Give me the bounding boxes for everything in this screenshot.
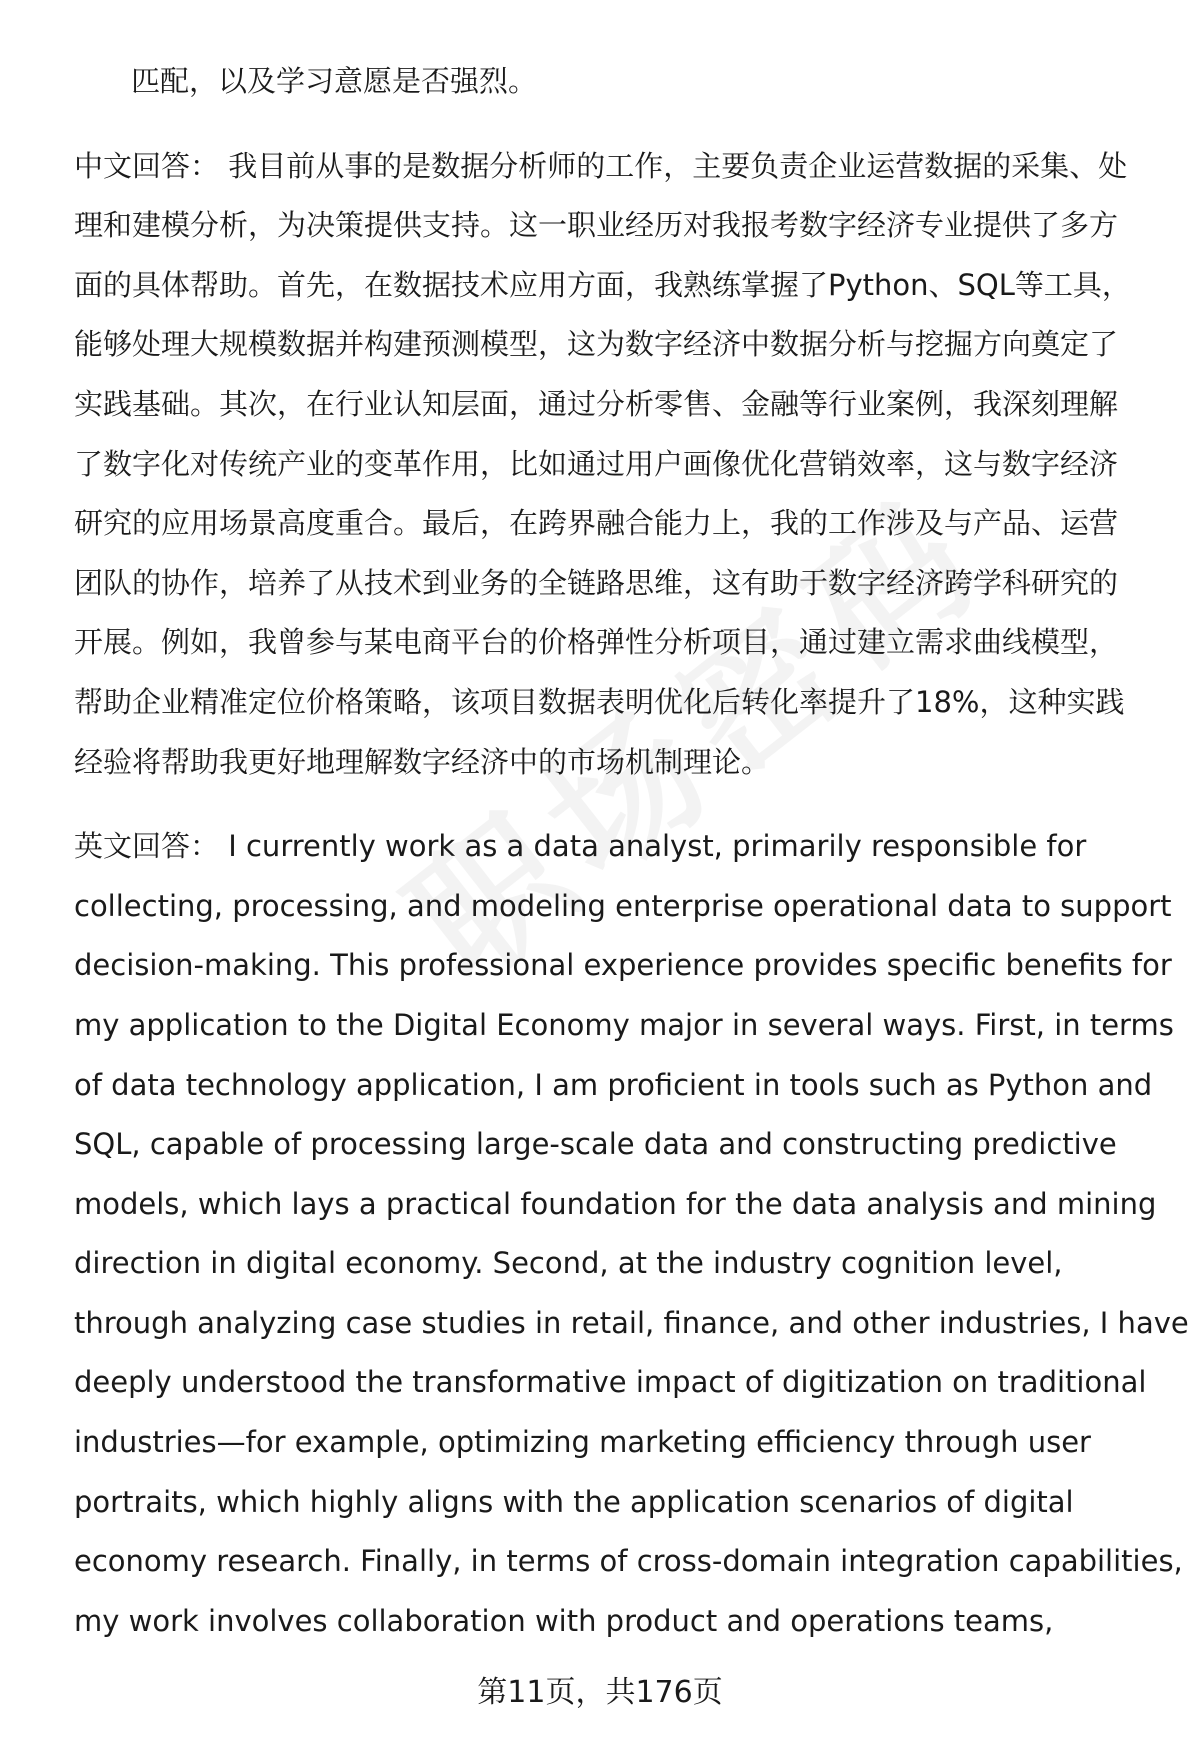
paragraph-gap	[74, 792, 1164, 817]
text-line: 团队的协作，培养了从技术到业务的全链路思维，这有助于数字经济跨学科研究的	[74, 565, 1119, 600]
text-line: my application to the Digital Economy major in several ways. First, in terms	[74, 1007, 1174, 1042]
paragraph-chinese-answer	[74, 137, 1164, 793]
text-line: industries—for example, optimizing marketing efficiency through user	[74, 1425, 1091, 1460]
text-line: deeply understood the transformative impact of digitization on traditional	[74, 1365, 1147, 1400]
text-line: 实践基础。其次，在行业认知层面，通过分析零售、金融等行业案例，我深刻理解	[74, 386, 1119, 421]
text-line: 研究的应用场景高度重合。最后，在跨界融合能力上，我的工作涉及与产品、运营	[74, 506, 1119, 541]
text-line: 开展。例如，我曾参与某电商平台的价格弹性分析项目，通过建立需求曲线模型，	[74, 625, 1119, 660]
text-line: 匹配，以及学习意愿是否强烈。	[131, 64, 538, 98]
text-line: my work involves collaboration with product and operations teams,	[74, 1603, 1054, 1638]
text-line: portraits, which highly aligns with the application scenarios of digital	[74, 1484, 1074, 1519]
text-line: 经验将帮助我更好地理解数字经济中的市场机制理论。	[74, 744, 771, 779]
text-line: 帮助企业精准定位价格策略，该项目数据表明优化后转化率提升了18%，这种实践	[74, 684, 1125, 719]
text-line: 能够处理大规模数据并构建预测模型，这为数字经济中数据分析与挖掘方向奠定了	[74, 327, 1119, 362]
text-line: collecting, processing, and modeling enterprise operational data to support	[74, 888, 1172, 923]
text-line: direction in digital economy. Second, at the industry cognition level,	[74, 1246, 1063, 1281]
page-number: 第11页，共176页	[477, 1675, 723, 1710]
text-line: 理和建模分析，为决策提供支持。这一职业经历对我报考数字经济专业提供了多方	[74, 208, 1119, 243]
text-line: 面的具体帮助。首先，在数据技术应用方面，我熟练掌握了Python、SQL等工具，	[74, 267, 1131, 302]
text-line: of data technology application, I am proficient in tools such as Python and	[74, 1067, 1153, 1102]
text-line: decision-making. This professional experience provides specific benefits for	[74, 948, 1172, 983]
paragraph-continuation	[74, 52, 1164, 112]
text-line: through analyzing case studies in retail, finance, and other industries, I have	[74, 1305, 1189, 1340]
text-line: 英文回答： I currently work as a data analyst, primarily responsible for	[74, 829, 1087, 864]
text-line: SQL, capable of processing large-scale data and constructing predictive	[74, 1127, 1117, 1162]
document-body	[74, 52, 1189, 1651]
paragraph-english-answer	[74, 817, 1189, 1651]
text-line: economy research. Finally, in terms of cross-domain integration capabilities,	[74, 1544, 1183, 1579]
text-line: 中文回答： 我目前从事的是数据分析师的工作，主要负责企业运营数据的采集、处	[74, 148, 1128, 183]
text-line: models, which lays a practical foundation for the data analysis and mining	[74, 1186, 1157, 1221]
text-line: 了数字化对传统产业的变革作用，比如通过用户画像优化营销效率，这与数字经济	[74, 446, 1119, 481]
paragraph-gap	[74, 112, 1164, 137]
